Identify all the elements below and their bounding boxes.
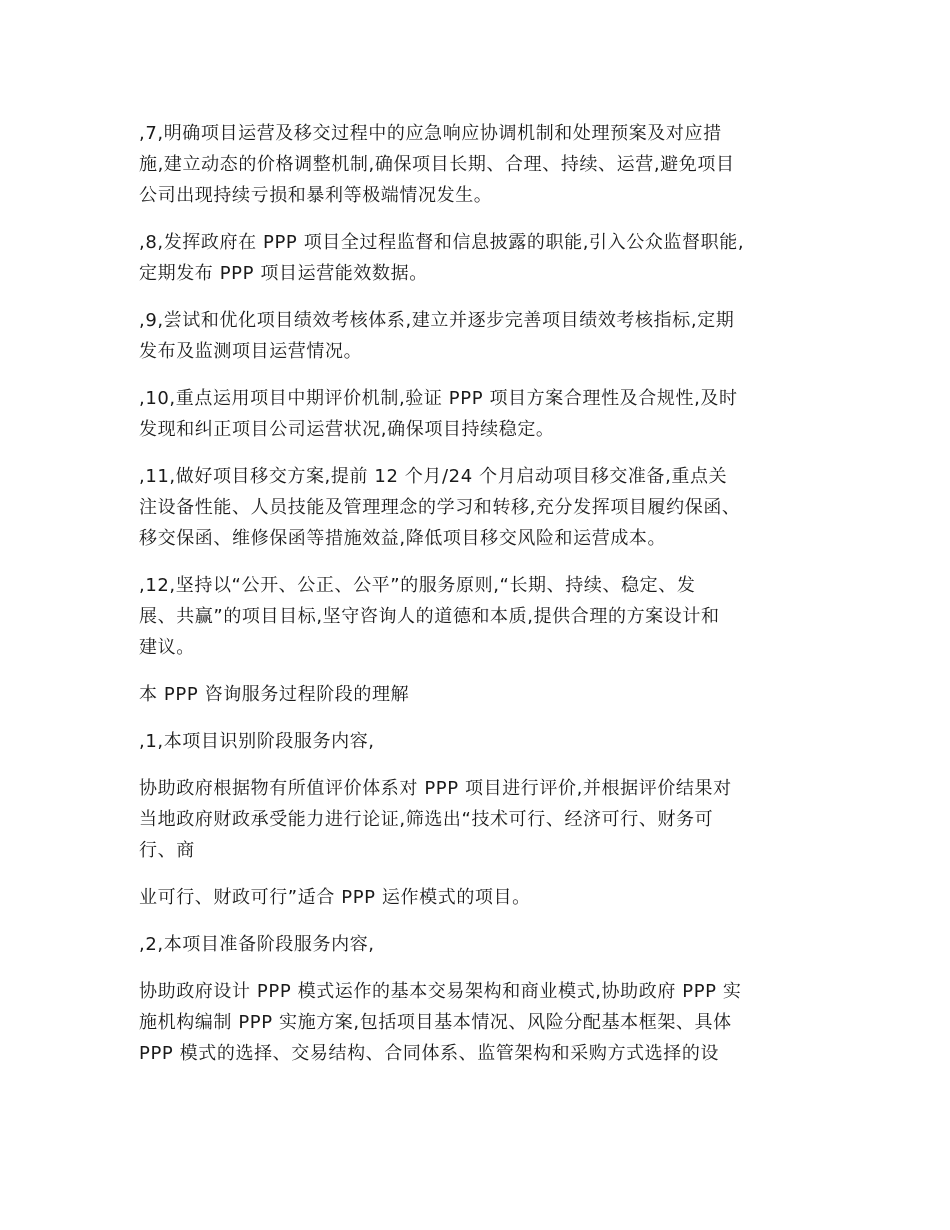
paragraph-7 <box>139 118 819 211</box>
paragraph-preparation-content <box>139 976 819 1069</box>
text-line: 发现和纠正项目公司运营状况,确保项目持续稳定。 <box>139 419 555 440</box>
subheading-identification-stage <box>139 726 819 757</box>
text-line: ,11,做好项目移交方案,提前 12 个月/24 个月启动项目移交准备,重点关 <box>139 466 728 487</box>
text-line: 协助政府根据物有所值评价体系对 PPP 项目进行评价,并根据评价结果对 <box>139 778 732 799</box>
text-line: 定期发布 PPP 项目运营能效数据。 <box>139 263 428 284</box>
paragraph-11 <box>139 461 819 554</box>
paragraph-9 <box>139 305 819 367</box>
text-line: ,8,发挥政府在 PPP 项目全过程监督和信息披露的职能,引入公众监督职能, <box>139 232 745 253</box>
text-line: 建议。 <box>139 637 195 658</box>
text-line: ,2,本项目准备阶段服务内容, <box>139 934 375 955</box>
text-line: ,12,坚持以“公开、公正、公平”的服务原则,“长期、持续、稳定、发 <box>139 575 696 596</box>
text-line: ,1,本项目识别阶段服务内容, <box>139 731 375 752</box>
text-line: 发布及监测项目运营情况。 <box>139 341 363 362</box>
text-line: 公司出现持续亏损和暴利等极端情况发生。 <box>139 185 493 206</box>
text-line: ,9,尝试和优化项目绩效考核体系,建立并逐步完善项目绩效考核指标,定期 <box>139 310 735 331</box>
text-line: 施,建立动态的价格调整机制,确保项目长期、合理、持续、运营,避免项目 <box>139 154 735 175</box>
text-line: 注设备性能、人员技能及管理理念的学习和转移,充分发挥项目履约保函、 <box>139 497 741 518</box>
subheading-preparation-stage <box>139 929 819 960</box>
paragraph-identification-continued <box>139 882 819 913</box>
text-line: ,10,重点运用项目中期评价机制,验证 PPP 项目方案合理性及合规性,及时 <box>139 388 738 409</box>
paragraph-8 <box>139 227 819 289</box>
text-line: 本 PPP 咨询服务过程阶段的理解 <box>139 684 410 705</box>
text-line: 当地政府财政承受能力进行论证,筛选出“技术可行、经济可行、财务可 <box>139 809 714 830</box>
text-line: 移交保函、维修保函等措施效益,降低项目移交风险和运营成本。 <box>139 528 667 549</box>
paragraph-identification-content <box>139 773 819 866</box>
paragraph-10 <box>139 383 819 445</box>
paragraph-12 <box>139 570 819 663</box>
text-line: 展、共赢”的项目目标,坚守咨询人的道德和本质,提供合理的方案设计和 <box>139 606 720 627</box>
text-line: 施机构编制 PPP 实施方案,包括项目基本情况、风险分配基本框架、具体 <box>139 1012 732 1033</box>
text-line: 协助政府设计 PPP 模式运作的基本交易架构和商业模式,协助政府 PPP 实 <box>139 981 742 1002</box>
text-line: ,7,明确项目运营及移交过程中的应急响应协调机制和处理预案及对应措 <box>139 123 722 144</box>
text-line: 业可行、财政可行”适合 PPP 运作模式的项目。 <box>139 887 531 908</box>
section-heading <box>139 679 819 710</box>
document-body <box>139 118 819 1085</box>
text-line: PPP 模式的选择、交易结构、合同体系、监管架构和采购方式选择的设 <box>139 1043 720 1064</box>
text-line: 行、商 <box>139 840 195 861</box>
